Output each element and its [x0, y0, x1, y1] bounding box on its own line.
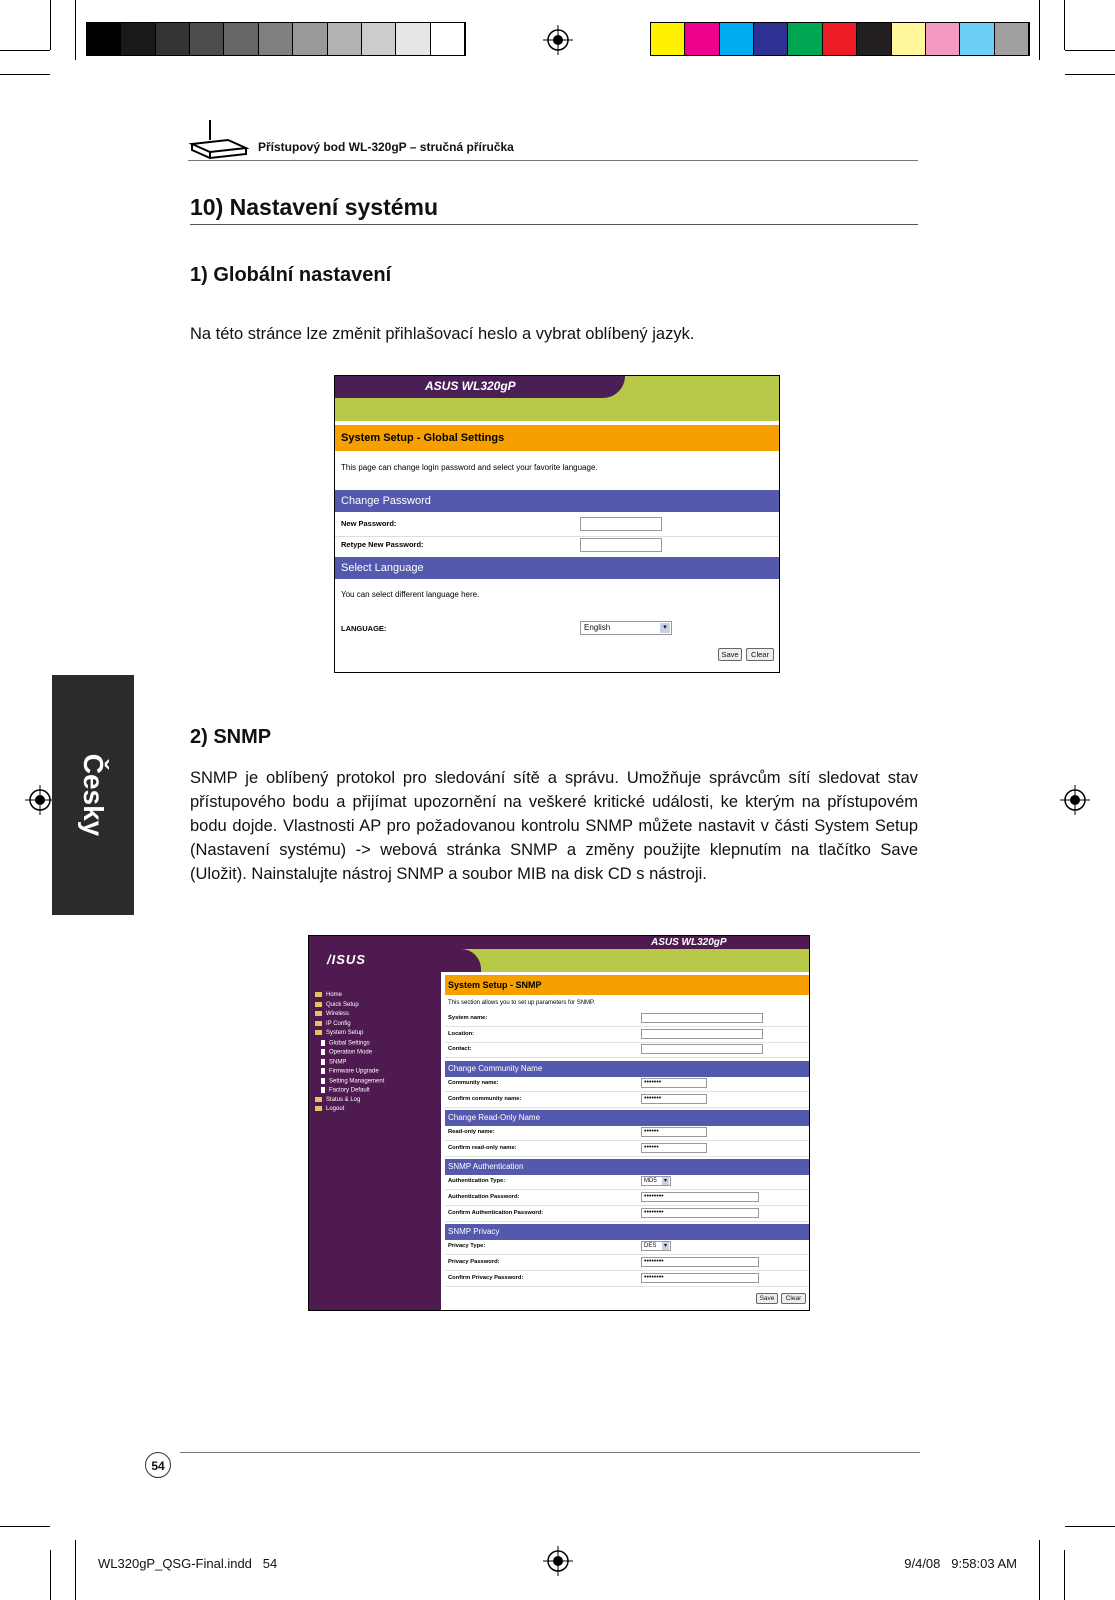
page-icon — [321, 1087, 325, 1093]
nav-item[interactable] — [321, 1068, 379, 1075]
language-select[interactable] — [580, 621, 672, 635]
input-value: •••••••• — [644, 1209, 664, 1216]
crop-mark — [1039, 1540, 1040, 1600]
section-header-language: Select Language — [335, 557, 779, 579]
section-header-password: Change Password — [335, 490, 779, 512]
chevron-down-icon: ▾ — [663, 1243, 667, 1249]
color-bar — [650, 22, 1030, 56]
crop-mark — [1065, 1526, 1115, 1527]
color-swatch — [293, 23, 327, 55]
color-swatch — [328, 23, 362, 55]
text-input[interactable] — [641, 1143, 707, 1153]
nav-item-label: Factory Default — [329, 1087, 370, 1094]
color-swatch — [754, 23, 788, 55]
input-value: ••••••• — [644, 1079, 662, 1086]
page-icon — [321, 1049, 325, 1055]
banner-title: ASUS WL320gP — [651, 937, 727, 948]
row-separator — [445, 1254, 809, 1255]
page-title-bar: System Setup - Global Settings — [335, 425, 779, 451]
nav-item[interactable] — [315, 1002, 359, 1008]
color-swatch — [788, 23, 822, 55]
new-password-label: New Password: — [341, 519, 397, 528]
field-label: Confirm Privacy Password: — [448, 1275, 524, 1281]
section-header: SNMP Privacy — [445, 1224, 809, 1240]
intro-text: This section allows you to set up parameters for SNMP. — [448, 1000, 595, 1006]
screenshot-global-settings — [334, 375, 780, 673]
select-value: MD5 — [644, 1178, 657, 1184]
folder-icon — [315, 992, 322, 997]
row-separator — [445, 1189, 809, 1190]
crop-mark — [50, 1550, 51, 1600]
nav-item[interactable] — [315, 992, 342, 998]
nav-item-label: Logout — [326, 1106, 345, 1113]
color-swatch — [396, 23, 430, 55]
nav-item-label: Setting Management — [329, 1078, 385, 1085]
asus-logo: /ISUS — [327, 952, 366, 967]
asus-banner — [335, 376, 779, 421]
color-swatch — [857, 23, 891, 55]
text-input[interactable] — [641, 1094, 707, 1104]
text-input[interactable] — [641, 1273, 759, 1283]
retype-password-input[interactable] — [580, 538, 662, 552]
sidebar — [309, 936, 441, 1310]
section-title-rule — [190, 224, 918, 225]
folder-icon — [315, 1097, 322, 1102]
folder-icon — [315, 1106, 322, 1111]
nav-item[interactable] — [321, 1049, 372, 1056]
nav-item[interactable] — [315, 1011, 349, 1017]
page-icon — [321, 1059, 325, 1065]
crop-mark — [0, 74, 50, 75]
color-swatch — [926, 23, 960, 55]
color-swatch — [823, 23, 857, 55]
subsection-title-snmp: 2) SNMP — [190, 726, 272, 748]
select-input[interactable] — [641, 1176, 671, 1186]
row-separator — [445, 1091, 809, 1092]
text-input[interactable] — [641, 1257, 759, 1267]
row-separator — [445, 1221, 809, 1222]
text-input[interactable] — [641, 1029, 763, 1039]
field-label: Read-only name: — [448, 1129, 495, 1135]
side-tab-label: Česky — [78, 753, 109, 837]
text-input[interactable] — [641, 1044, 763, 1054]
text-input[interactable] — [641, 1127, 707, 1137]
field-label: System name: — [448, 1015, 488, 1021]
select-value: DES — [644, 1243, 657, 1249]
input-value: •••••• — [644, 1128, 659, 1135]
language-note: You can select different language here. — [341, 590, 480, 599]
color-swatch — [892, 23, 926, 55]
color-swatch — [224, 23, 258, 55]
color-swatch — [651, 23, 685, 55]
field-label: Privacy Type: — [448, 1243, 486, 1249]
folder-icon — [315, 1002, 322, 1007]
color-swatch — [156, 23, 190, 55]
grayscale-bar — [86, 22, 466, 56]
nav-item[interactable] — [315, 1021, 351, 1027]
field-label: Confirm Authentication Password: — [448, 1210, 544, 1216]
crop-mark — [1065, 50, 1115, 51]
text-input[interactable] — [641, 1078, 707, 1088]
section-header: Change Read-Only Name — [445, 1110, 809, 1126]
text-input[interactable] — [641, 1208, 759, 1218]
screenshot-snmp — [308, 935, 810, 1311]
registration-mark-icon — [1060, 785, 1090, 815]
row-separator — [445, 1286, 809, 1287]
crop-mark — [1039, 0, 1040, 60]
crop-mark — [0, 1526, 50, 1527]
nav-item-label: Quick Setup — [326, 1001, 359, 1008]
color-swatch — [995, 23, 1029, 55]
crop-mark — [75, 1540, 76, 1600]
language-select-value: English — [584, 623, 611, 632]
nav-item[interactable] — [321, 1087, 370, 1094]
slug-left: WL320gP_QSG-Final.indd 54 — [98, 1556, 278, 1571]
crop-mark — [1065, 74, 1115, 75]
input-value: •••••••• — [644, 1258, 664, 1265]
save-button[interactable]: Save — [756, 1293, 778, 1304]
clear-button[interactable]: Clear — [746, 648, 774, 661]
folder-icon — [315, 1021, 322, 1026]
slug-right: 9/4/08 9:58:03 AM — [904, 1556, 1017, 1571]
input-value: ••••••• — [644, 1095, 662, 1102]
row-separator — [445, 1205, 809, 1206]
nav-item-label: IP Config — [326, 1020, 351, 1027]
retype-password-label: Retype New Password: — [341, 540, 424, 549]
field-label: Community name: — [448, 1080, 499, 1086]
chevron-down-icon: ▾ — [663, 1178, 667, 1184]
page-icon — [321, 1078, 325, 1084]
color-swatch — [720, 23, 754, 55]
field-label: Confirm community name: — [448, 1096, 522, 1102]
color-swatch — [960, 23, 994, 55]
clear-button[interactable]: Clear — [781, 1293, 806, 1304]
crop-mark — [1064, 1550, 1065, 1600]
row-separator — [445, 1026, 809, 1027]
row-separator — [445, 1140, 809, 1141]
crop-mark — [75, 0, 76, 60]
color-swatch — [431, 23, 465, 55]
section-title: 10) Nastavení systému — [190, 194, 439, 220]
text-input[interactable] — [641, 1013, 763, 1023]
field-label: Location: — [448, 1031, 475, 1037]
nav-item-label: Firmware Upgrade — [329, 1068, 379, 1075]
row-separator — [445, 1156, 809, 1157]
intro-text: This page can change login password and select your favorite language. — [341, 463, 598, 472]
color-swatch — [121, 23, 155, 55]
chevron-down-icon: ▾ — [660, 623, 670, 633]
nav-item[interactable] — [321, 1040, 370, 1047]
registration-mark-icon — [25, 785, 55, 815]
language-label: LANGUAGE: — [341, 624, 387, 633]
folder-icon — [315, 1011, 322, 1016]
nav-item[interactable] — [321, 1059, 346, 1066]
field-label: Authentication Password: — [448, 1194, 520, 1200]
router-icon — [188, 118, 250, 162]
nav-item[interactable] — [315, 1106, 344, 1112]
registration-mark-icon — [543, 25, 573, 55]
field-label: Privacy Password: — [448, 1259, 500, 1265]
folder-icon — [315, 1030, 322, 1035]
nav-item-label: Home — [326, 992, 343, 999]
row-separator — [445, 1042, 809, 1043]
page-icon — [321, 1040, 325, 1046]
crop-mark — [50, 0, 51, 50]
nav-item-label: Global Settings — [329, 1040, 370, 1047]
color-swatch — [259, 23, 293, 55]
new-password-input[interactable] — [580, 517, 662, 531]
page-number: 54 — [145, 1452, 171, 1478]
color-swatch — [87, 23, 121, 55]
crop-mark — [0, 50, 50, 51]
color-swatch — [190, 23, 224, 55]
input-value: •••••• — [644, 1144, 659, 1151]
nav-item[interactable] — [321, 1078, 384, 1085]
nav-item[interactable] — [315, 1097, 360, 1103]
asus-banner — [441, 936, 809, 972]
subsection-text-snmp: SNMP je oblíbený protokol pro sledování sítě a správu. Umožňuje správcům sítí sledovat stav přístupového bodu a přijímat upozornění na veškeré kritické události, ke kterým na přístupovém bodu dojde. Vlastnosti AP pro požadovanou kontrolu SNMP můžete nastavit v části System Setup (Nastavení systému) -> webová stránka SNMP a změny použijte klepnutím na tlačítko Save (Uložit). Nainstalujte nástroj SNMP a soubor MIB na disk CD s nástroji. — [190, 769, 918, 883]
page-icon — [321, 1068, 325, 1074]
row-separator — [445, 1107, 809, 1108]
nav-item-label: Status & Log — [326, 1096, 361, 1103]
input-value: •••••••• — [644, 1193, 664, 1200]
field-label: Authentication Type: — [448, 1178, 506, 1184]
nav-item-label: SNMP — [329, 1059, 347, 1066]
row-separator — [445, 1270, 809, 1271]
color-swatch — [685, 23, 719, 55]
section-header: Change Community Name — [445, 1061, 809, 1077]
text-input[interactable] — [641, 1192, 759, 1202]
nav-item-label: Wireless — [326, 1011, 350, 1018]
field-label: Confirm read-only name: — [448, 1145, 517, 1151]
nav-item-label: Operation Mode — [329, 1049, 373, 1056]
footer-rule — [180, 1452, 920, 1453]
banner-title: ASUS WL320gP — [425, 379, 516, 393]
color-swatch — [362, 23, 396, 55]
subsection-title-global: 1) Globální nastavení — [190, 264, 392, 286]
header-title: Přístupový bod WL-320gP – stručná příručka — [258, 140, 514, 154]
select-input[interactable] — [641, 1241, 671, 1251]
section-header: SNMP Authentication — [445, 1159, 809, 1175]
input-value: •••••••• — [644, 1274, 664, 1281]
row-separator — [445, 1057, 809, 1058]
field-label: Contact: — [448, 1046, 472, 1052]
crop-mark — [1064, 0, 1065, 50]
page-title-bar: System Setup - SNMP — [445, 975, 809, 995]
nav-item-label: System Setup — [326, 1030, 364, 1037]
save-button[interactable]: Save — [718, 648, 742, 661]
subsection-text-global: Na této stránce lze změnit přihlašovací heslo a vybrat oblíbený jazyk. — [190, 325, 695, 343]
header-rule — [188, 160, 918, 161]
language-side-tab — [52, 675, 134, 915]
nav-item[interactable] — [315, 1030, 363, 1036]
registration-mark-icon — [543, 1546, 573, 1576]
